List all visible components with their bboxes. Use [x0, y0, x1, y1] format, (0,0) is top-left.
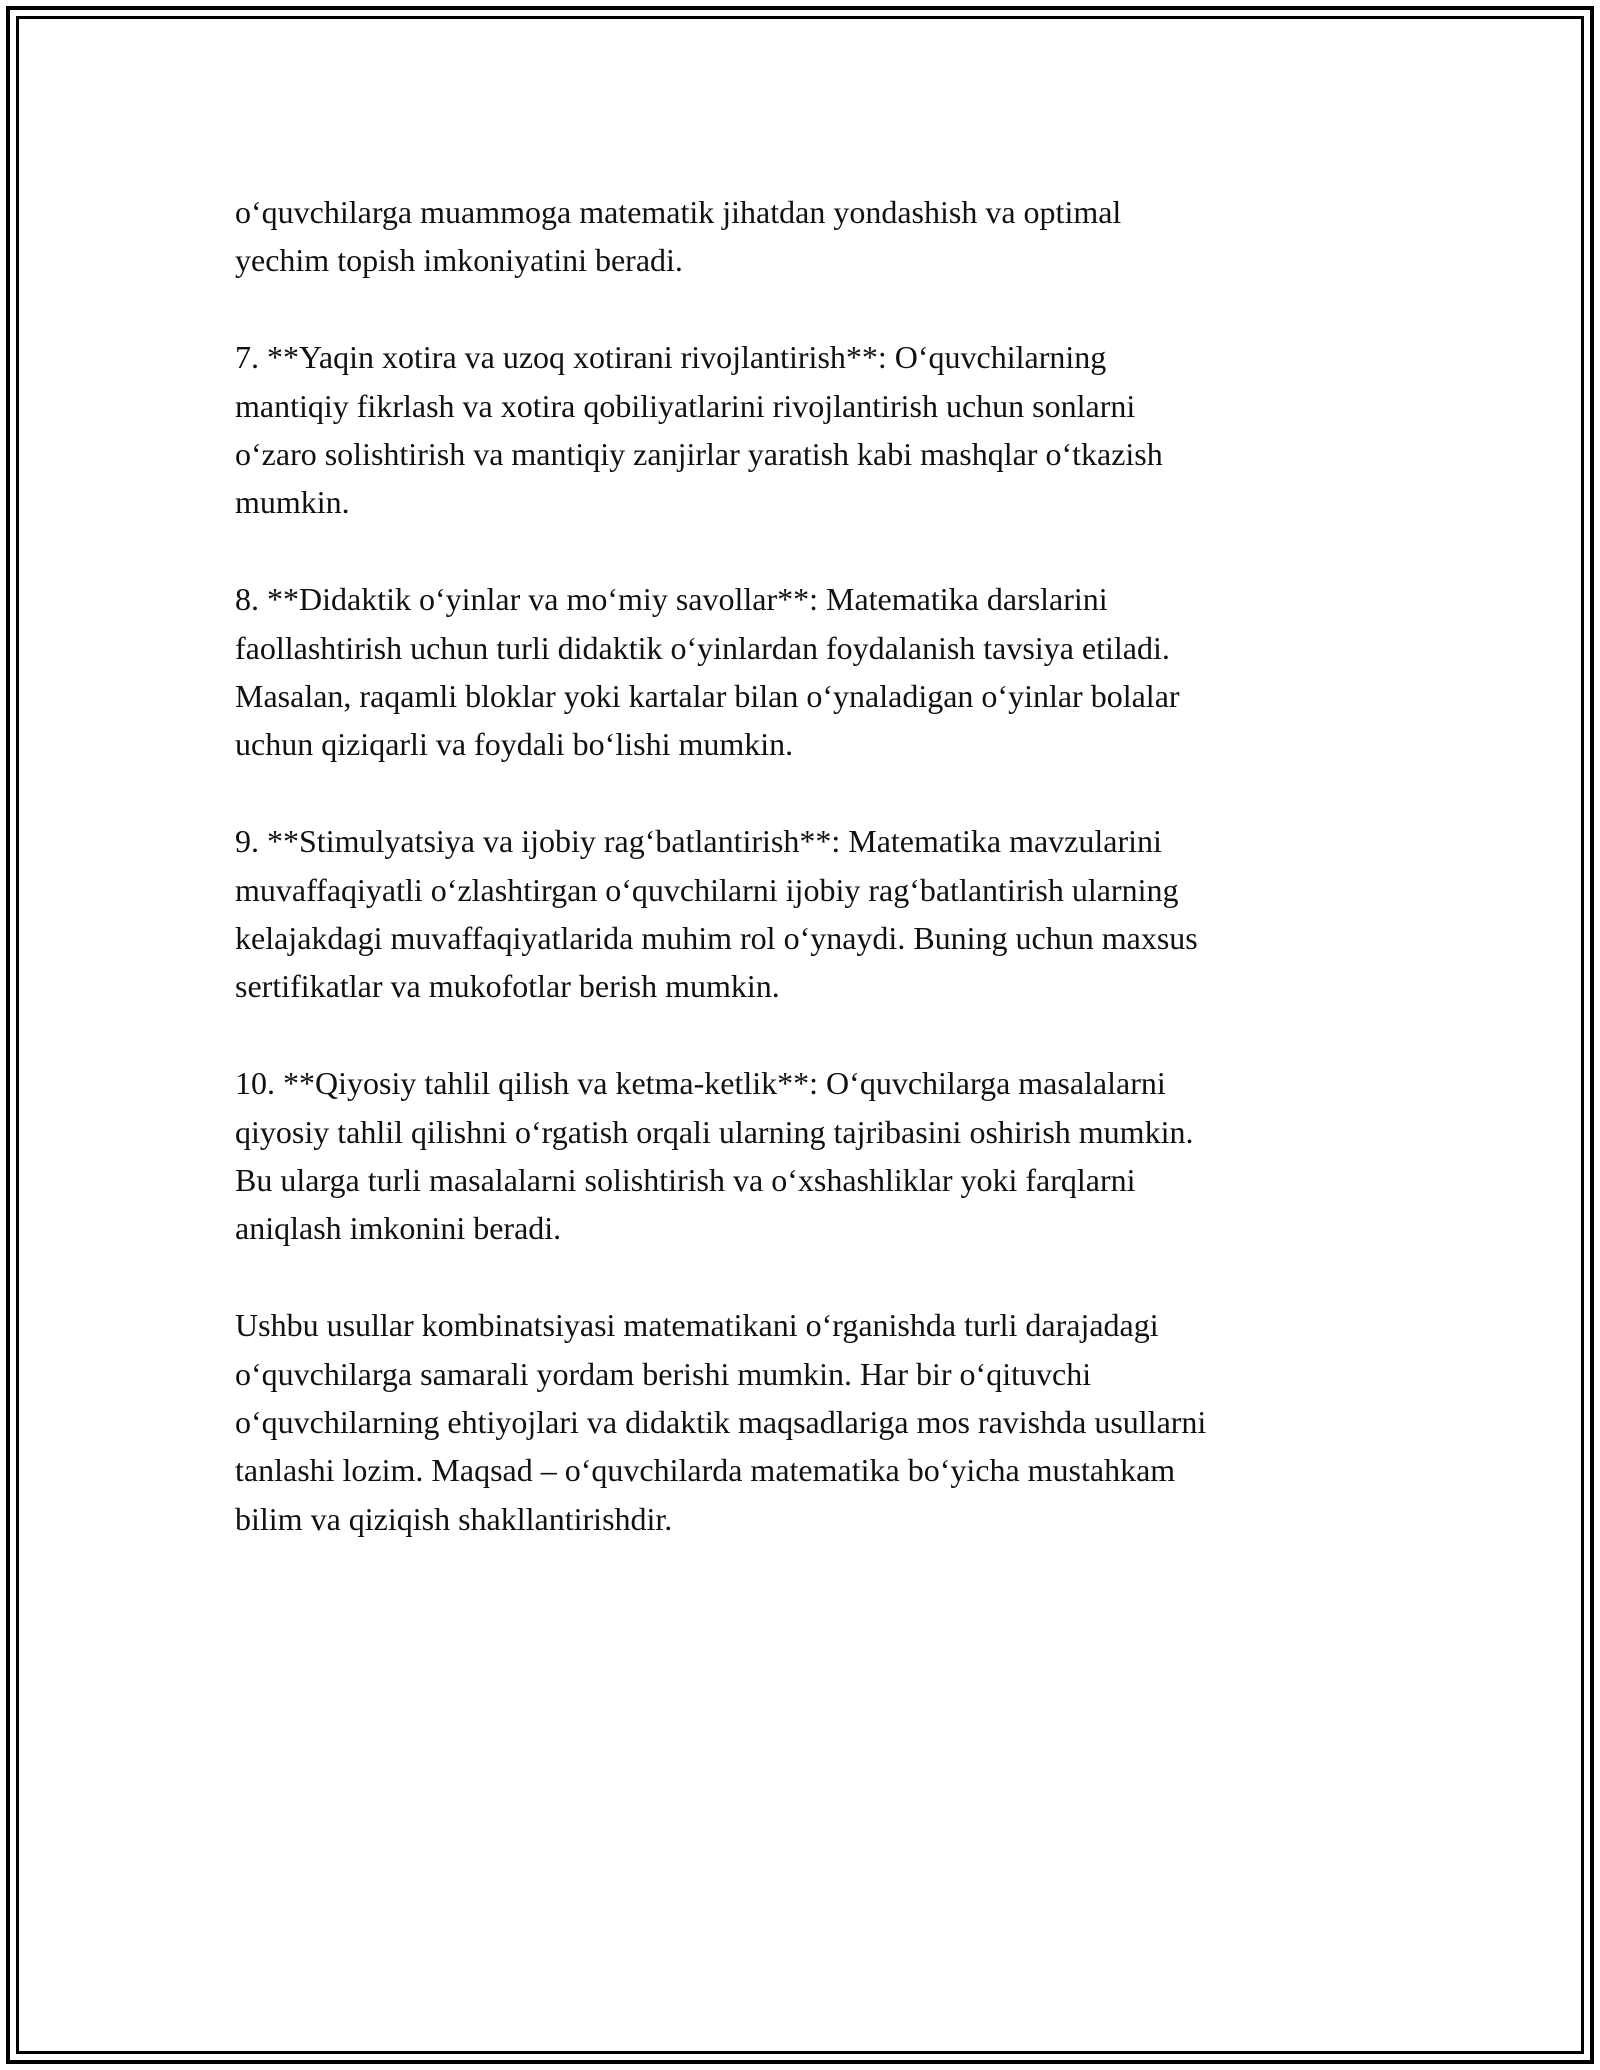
paragraph-item-7: 7. **Yaqin xotira va uzoq xotirani rivojlantirish**: O‘quvchilarning mantiqiy fikrlash va xotira qobiliyatlarini rivojlantirish uchun sonlarni o‘zaro solishtirish va mantiqiy zanjirlar yaratish kabi mashqlar o‘tkazish mumkin. [235, 339, 1163, 521]
paragraph-item-8: 8. **Didaktik o‘yinlar va mo‘miy savollar**: Matematika darslarini faollashtirish uchun turli didaktik o‘yinlardan foydalanish tavsiya etiladi. Masalan, raqamli bloklar yoki kartalar bilan o‘ynaladigan o‘yinlar bolalar uchun qiziqarli va foydali bo‘lishi mumkin. [235, 581, 1180, 763]
paragraph-item-10: 10. **Qiyosiy tahlil qilish va ketma-ketlik**: O‘quvchilarga masalalarni qiyosiy tahlil qilishni o‘rgatish orqali ularning tajribasini oshirish mumkin. Bu ularga turli masalalarni solishtirish va o‘xshashliklar yoki farqlarni aniqlash imkonini beradi. [235, 1065, 1194, 1247]
document-body [235, 188, 1375, 1592]
paragraph-conclusion: Ushbu usullar kombinatsiyasi matematikani o‘rganishda turli darajadagi o‘quvchilarga samarali yordam berishi mumkin. Har bir o‘qituvchi o‘quvchilarning ehtiyojlari va didaktik maqsadlariga mos ravishda usullarni tanlashi lozim. Maqsad – o‘quvchilarda matematika bo‘yicha mustahkam bilim va qiziqish shakllantirishdir. [235, 1307, 1207, 1537]
paragraph-item-9: 9. **Stimulyatsiya va ijobiy rag‘batlantirish**: Matematika mavzularini muvaffaqiyatli o‘zlashtirgan o‘quvchilarni ijobiy rag‘batlantirish ularning kelajakdagi muvaffaqiyatlarida muhim rol o‘ynaydi. Buning uchun maxsus sertifikatlar va mukofotlar berish mumkin. [235, 823, 1198, 1005]
paragraph-continuation: o‘quvchilarga muammoga matematik jihatdan yondashish va optimal yechim topish imkoniyatini beradi. [235, 194, 1122, 279]
